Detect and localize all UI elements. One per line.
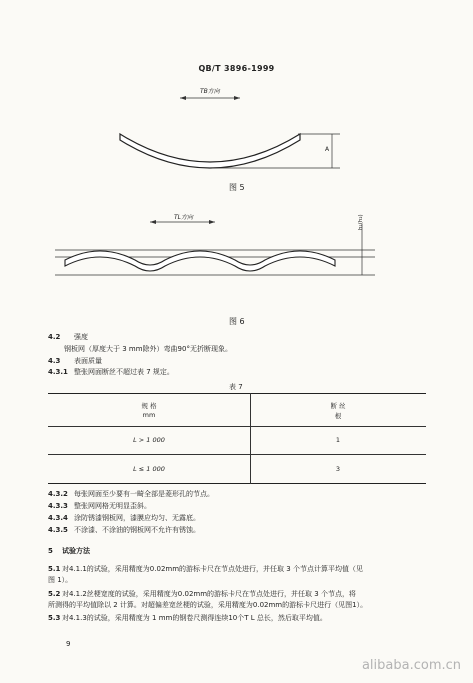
header-spec: 规 格 (141, 402, 157, 410)
figure-5-caption: 图 5 (229, 183, 245, 192)
table-row-spec: L ≤ 1 000 (133, 465, 165, 473)
tb-direction-label: TB方向 (200, 88, 220, 95)
tl-direction-label: TL方向 (174, 214, 194, 221)
header-spec-unit: mm (142, 411, 156, 419)
section-5-2-cont: 所测得的平均值除以 2 计算。对超偏差宽丝梗的试验，采用精度为0.02mm的游标卡尺进行（见图1）。 (48, 601, 368, 609)
section-4-2-body: 钢板网（厚度大于 3 mm除外）弯曲90°无折断现象。 (64, 345, 232, 353)
section-4-3: 4.3 表面质量 (48, 357, 102, 365)
figure-6-drawing (0, 210, 473, 310)
section-5-1-cont: 图 1）。 (48, 576, 73, 584)
section-4-3-4: 4.3.4 涂防锈漆钢板网，漆膜应均匀、无露底。 (48, 514, 200, 522)
header-broken-unit: 根 (334, 412, 342, 420)
standard-number: QB/T 3896-1999 (198, 64, 275, 73)
page-number: 9 (66, 640, 71, 648)
h-label: h₁(h₂) (358, 214, 364, 230)
section-4-3-5: 4.3.5 不涂漆、不涂油的钢板网不允许有锈蚀。 (48, 526, 200, 534)
table-row-count: 3 (335, 465, 341, 473)
figure-6-caption: 图 6 (229, 317, 245, 326)
table-row-spec: L > 1 000 (133, 436, 165, 444)
curved-strip (120, 134, 300, 168)
section-5-1: 5.1 对4.1.1的试验，采用精度为0.02mm的游标卡尺在节点处进行，并任取 3 个节点计算平均值（见 (48, 565, 363, 573)
table-7 (48, 393, 426, 484)
header-broken: 断 丝 (330, 402, 346, 410)
section-4-3-2: 4.3.2 每张网面至少要有一畸全部是菱形孔的节点。 (48, 490, 214, 498)
section-4-3-1: 4.3.1 整张网面断丝不超过表 7 规定。 (48, 368, 174, 376)
section-4-2: 4.2 强度 (48, 333, 88, 341)
wavy-strip (65, 251, 335, 271)
figure-6 (0, 210, 473, 310)
section-5-2: 5.2 对4.1.2丝梗宽度的试验，采用精度为0.02mm的游标卡尺在节点处进行，并任取 3 个节点，将 (48, 590, 356, 598)
watermark: alibaba.com.cn (361, 658, 461, 673)
section-5-3: 5.3 对4.1.3的试验，采用精度为 1 mm的钢卷尺测得连续10个T L 总长，然后取平均值。 (48, 614, 327, 622)
table-7-title: 表 7 (229, 383, 243, 391)
section-5-heading: 5 试验方法 (48, 547, 90, 555)
section-4-3-3: 4.3.3 整张网网格无明显歪斜。 (48, 502, 151, 510)
table-row-count: 1 (335, 436, 341, 444)
height-label: A (325, 146, 330, 153)
